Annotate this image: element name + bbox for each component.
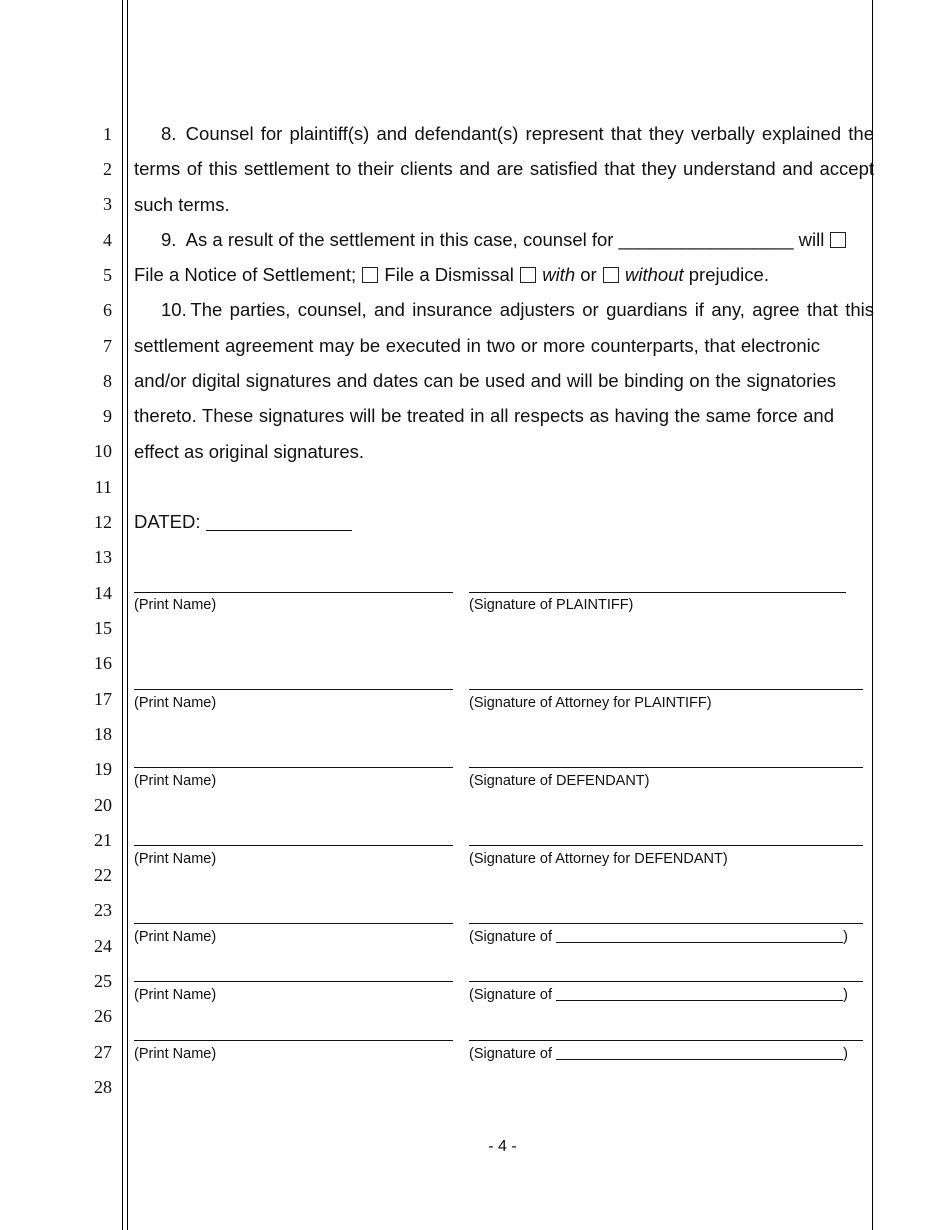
para-8-line: terms of this settlement to their clients and are satisfied that they understand and accept — [134, 158, 874, 180]
para-10-line: and/or digital signatures and dates can be used and will be binding on the signatories — [134, 370, 836, 392]
para-9-options — [134, 257, 874, 292]
para-10-line: thereto. These signatures will be treated in all respects as having the same force and — [134, 405, 834, 427]
print-name-line[interactable] — [134, 767, 453, 768]
with-label: with — [542, 264, 576, 286]
signature-caption: (Signature of Attorney for PLAINTIFF) — [469, 695, 712, 711]
para-8-line: such terms. — [134, 193, 230, 215]
signature-caption — [469, 987, 848, 1003]
left-margin-rule-inner — [127, 0, 128, 1230]
line-number: 24 — [94, 936, 112, 956]
line-number: 21 — [94, 830, 112, 850]
body-text — [134, 116, 874, 469]
signature-caption-suffix: ) — [843, 929, 848, 945]
line-number: 2 — [103, 159, 112, 179]
line-number: 26 — [94, 1006, 112, 1026]
line-number: 4 — [103, 230, 112, 250]
line-number: 12 — [94, 512, 112, 532]
signature-line[interactable] — [469, 592, 846, 593]
line-number: 11 — [94, 477, 112, 497]
para-10-line: 10. The parties, counsel, and insurance adjusters or guardians if any, agree that this — [161, 299, 874, 321]
print-name-line[interactable] — [134, 923, 453, 924]
signatory-blank[interactable] — [556, 929, 843, 943]
line-number: 3 — [103, 194, 112, 214]
print-name-line[interactable] — [134, 1040, 453, 1041]
dated-row — [134, 504, 874, 539]
signatory-blank[interactable] — [556, 1046, 843, 1060]
dismissal-label: File a Dismissal — [384, 264, 514, 286]
notice-of-settlement-checkbox[interactable] — [830, 232, 846, 248]
left-margin-rule-outer — [122, 0, 123, 1230]
signature-caption — [469, 1046, 848, 1062]
signature-line[interactable] — [469, 1040, 863, 1041]
print-name-caption: (Print Name) — [134, 987, 217, 1003]
line-number: 22 — [94, 865, 112, 885]
print-name-caption: (Print Name) — [134, 851, 217, 867]
signature-line[interactable] — [469, 689, 863, 690]
line-number: 8 — [103, 371, 112, 391]
dated-blank[interactable] — [206, 512, 352, 531]
signature-caption-prefix: (Signature of — [469, 987, 553, 1003]
line-number: 1 — [103, 124, 112, 144]
line-number: 13 — [94, 547, 112, 567]
or-label: or — [580, 264, 597, 286]
signature-line[interactable] — [469, 923, 863, 924]
print-name-caption: (Print Name) — [134, 773, 217, 789]
print-name-line[interactable] — [134, 689, 453, 690]
print-name-line[interactable] — [134, 845, 453, 846]
signature-caption-prefix: (Signature of — [469, 1046, 553, 1062]
without-label: without — [624, 264, 684, 286]
signatory-blank[interactable] — [556, 987, 843, 1001]
line-number: 20 — [94, 795, 112, 815]
line-number: 7 — [103, 336, 112, 356]
print-name-line[interactable] — [134, 592, 453, 593]
dated-label: DATED: — [134, 511, 201, 532]
para-10-line: effect as original signatures. — [134, 440, 365, 462]
signature-caption: (Signature of DEFENDANT) — [469, 773, 650, 789]
line-number: 5 — [103, 265, 112, 285]
para-9-line — [134, 222, 874, 257]
line-number: 23 — [94, 900, 112, 920]
line-number: 25 — [94, 971, 112, 991]
signature-caption: (Signature of Attorney for DEFENDANT) — [469, 851, 728, 867]
line-number: 17 — [94, 689, 112, 709]
print-name-caption: (Print Name) — [134, 597, 217, 613]
notice-of-settlement-label: File a Notice of Settlement; — [134, 264, 357, 286]
print-name-line[interactable] — [134, 981, 453, 982]
line-number: 27 — [94, 1042, 112, 1062]
print-name-caption: (Print Name) — [134, 1046, 217, 1062]
signature-caption: (Signature of PLAINTIFF) — [469, 597, 634, 613]
page-number: - 4 - — [488, 1138, 517, 1155]
signature-line[interactable] — [469, 981, 863, 982]
with-prejudice-checkbox[interactable] — [520, 267, 536, 283]
signature-caption-suffix: ) — [843, 1046, 848, 1062]
print-name-caption: (Print Name) — [134, 929, 217, 945]
print-name-caption: (Print Name) — [134, 695, 217, 711]
line-number: 18 — [94, 724, 112, 744]
prejudice-label: prejudice. — [688, 264, 769, 286]
line-number: 10 — [94, 441, 112, 461]
dismissal-checkbox[interactable] — [362, 267, 378, 283]
para-8-line: 8. Counsel for plaintiff(s) and defendant(s) represent that they verbally explained the — [161, 123, 874, 144]
without-prejudice-checkbox[interactable] — [603, 267, 619, 283]
line-number: 16 — [94, 653, 112, 673]
signature-line[interactable] — [469, 845, 863, 846]
line-number: 19 — [94, 759, 112, 779]
line-number: 9 — [103, 406, 112, 426]
signature-caption-prefix: (Signature of — [469, 929, 553, 945]
line-number: 28 — [94, 1077, 112, 1097]
signature-line[interactable] — [469, 767, 863, 768]
line-number: 15 — [94, 618, 112, 638]
para-9-text: 9. As a result of the settlement in this case, counsel for _________________ will — [161, 228, 825, 250]
signature-caption-suffix: ) — [843, 987, 848, 1003]
line-number: 6 — [103, 300, 112, 320]
signature-caption — [469, 929, 848, 945]
para-10-line: settlement agreement may be executed in two or more counterparts, that electronic — [134, 334, 820, 356]
line-number: 14 — [94, 583, 112, 603]
